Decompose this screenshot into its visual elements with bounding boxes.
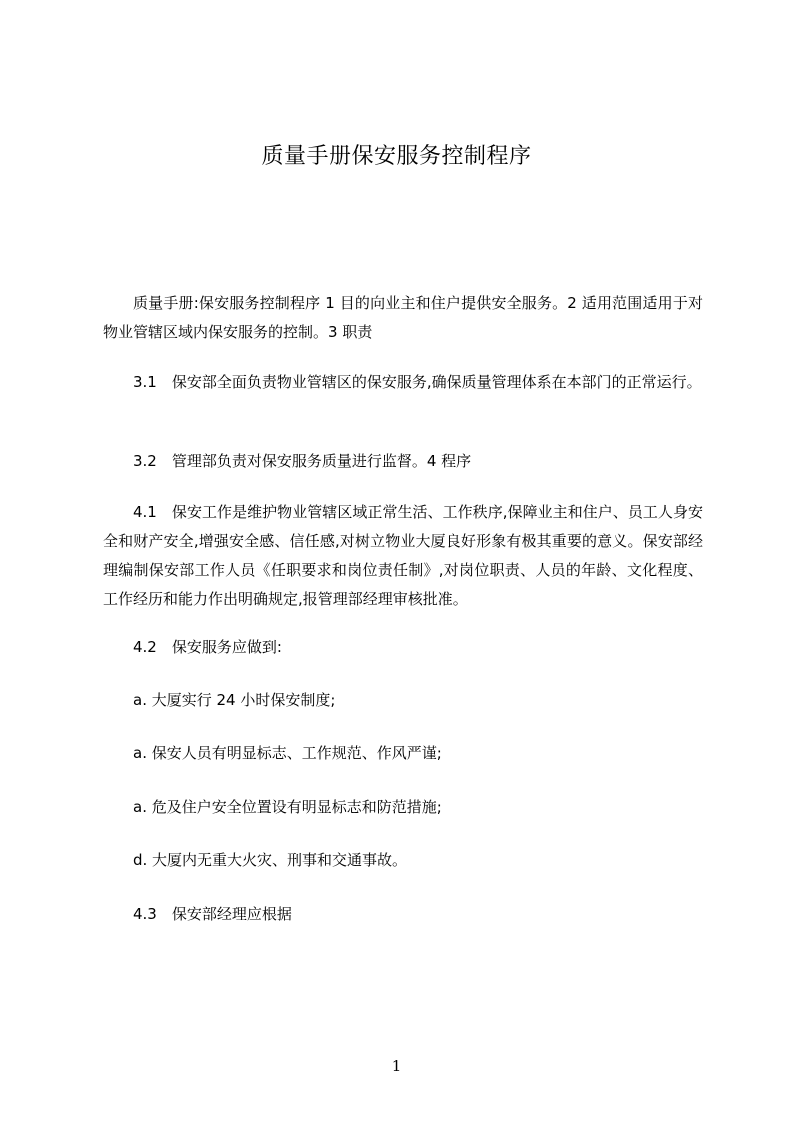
list-item-a3: a. 危及住户安全位置设有明显标志和防范措施; <box>133 798 442 816</box>
paragraph-3-1: 3.1 保安部全面负责物业管辖区的保安服务,确保质量管理体系在本部门的正常运行。 <box>133 373 702 391</box>
page-number: 1 <box>391 1057 402 1075</box>
list-item-d: d. 大厦内无重大火灾、刑事和交通事故。 <box>133 851 408 869</box>
paragraph-4-2: 4.2 保安服务应做到: <box>133 638 282 656</box>
paragraph-4-1: 4.1 保安工作是维护物业管辖区域正常生活、工作秩序,保障业主和住户、员工人身安全和财产安全,增强安全感、信任感,对树立物业大厦良好形象有极其重要的意义。保安部经理编制保安部工作人员《任职要求和岗位责任制》,对岗位职责、人员的年龄、文化程度、工作经历和能力作出明确规定,报管理部经理审核批准。 <box>103 503 703 608</box>
paragraph-3-2: 3.2 管理部负责对保安服务质量进行监督。4 程序 <box>133 452 472 470</box>
list-item-a2: a. 保安人员有明显标志、工作规范、作风严谨; <box>133 744 442 762</box>
paragraph-intro: 质量手册:保安服务控制程序 1 目的向业主和住户提供安全服务。2 适用范围适用于对物业管辖区域内保安服务的控制。3 职责 <box>103 294 703 341</box>
paragraph-4-3: 4.3 保安部经理应根据 <box>133 905 292 923</box>
document-title: 质量手册保安服务控制程序 <box>261 144 532 169</box>
list-item-a1: a. 大厦实行 24 小时保安制度; <box>133 691 336 709</box>
